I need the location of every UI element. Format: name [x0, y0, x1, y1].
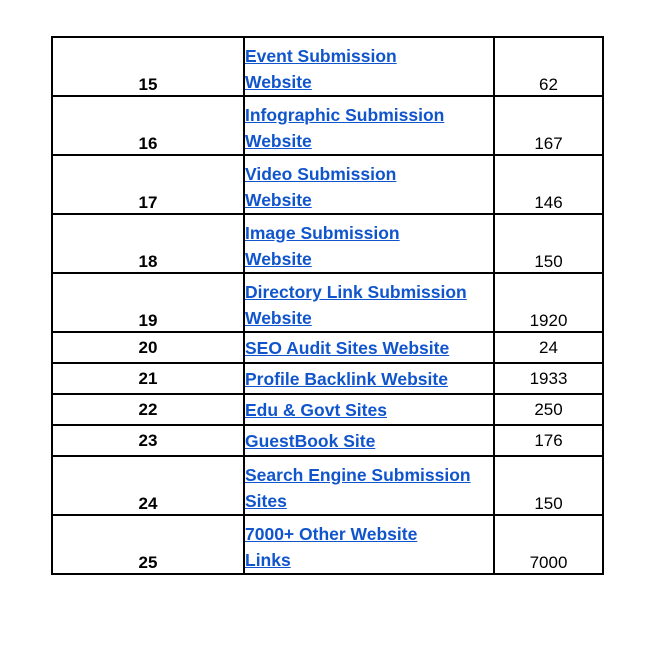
site-link-cell — [244, 214, 494, 273]
row-number: 22 — [52, 394, 244, 425]
site-link-cell — [244, 515, 494, 574]
site-link-cell — [244, 425, 494, 456]
site-link[interactable]: SEO Audit Sites Website — [245, 337, 450, 358]
table-row — [52, 155, 603, 214]
row-number: 18 — [52, 214, 244, 273]
table-row — [52, 425, 603, 456]
site-link-cell — [244, 273, 494, 332]
site-count: 1933 — [494, 363, 603, 394]
site-count: 176 — [494, 425, 603, 456]
site-link-cell — [244, 332, 494, 363]
table-row — [52, 363, 603, 394]
site-link[interactable]: Image Submission Website — [245, 223, 400, 269]
table-row — [52, 332, 603, 363]
table-row — [52, 96, 603, 155]
site-link-cell — [244, 456, 494, 515]
site-count: 146 — [494, 155, 603, 214]
row-number: 24 — [52, 456, 244, 515]
site-count: 1920 — [494, 273, 603, 332]
row-number: 16 — [52, 96, 244, 155]
site-link-cell — [244, 363, 494, 394]
table-row — [52, 214, 603, 273]
site-link-cell — [244, 155, 494, 214]
table-row — [52, 394, 603, 425]
site-link[interactable]: Event Submission Website — [245, 46, 397, 92]
row-number: 21 — [52, 363, 244, 394]
site-link[interactable]: 7000+ Other Website Links — [245, 524, 418, 570]
site-link-cell — [244, 96, 494, 155]
row-number: 20 — [52, 332, 244, 363]
site-link[interactable]: Directory Link Submission Website — [245, 282, 467, 328]
table-row — [52, 273, 603, 332]
site-count: 150 — [494, 456, 603, 515]
site-count: 24 — [494, 332, 603, 363]
row-number: 25 — [52, 515, 244, 574]
site-link[interactable]: Edu & Govt Sites — [245, 399, 387, 420]
site-link-cell — [244, 37, 494, 96]
site-count: 62 — [494, 37, 603, 96]
submission-sites-table — [51, 36, 604, 575]
row-number: 15 — [52, 37, 244, 96]
table-row — [52, 456, 603, 515]
site-count: 250 — [494, 394, 603, 425]
site-count: 150 — [494, 214, 603, 273]
row-number: 19 — [52, 273, 244, 332]
site-link[interactable]: Video Submission Website — [245, 164, 397, 210]
site-count: 7000 — [494, 515, 603, 574]
table-row — [52, 37, 603, 96]
site-link[interactable]: Infographic Submission Website — [245, 105, 445, 151]
row-number: 23 — [52, 425, 244, 456]
site-link[interactable]: Profile Backlink Website — [245, 368, 448, 389]
table-row — [52, 515, 603, 574]
row-number: 17 — [52, 155, 244, 214]
site-link[interactable]: GuestBook Site — [245, 430, 376, 451]
site-count: 167 — [494, 96, 603, 155]
site-link[interactable]: Search Engine Submission Sites — [245, 465, 471, 511]
site-link-cell — [244, 394, 494, 425]
